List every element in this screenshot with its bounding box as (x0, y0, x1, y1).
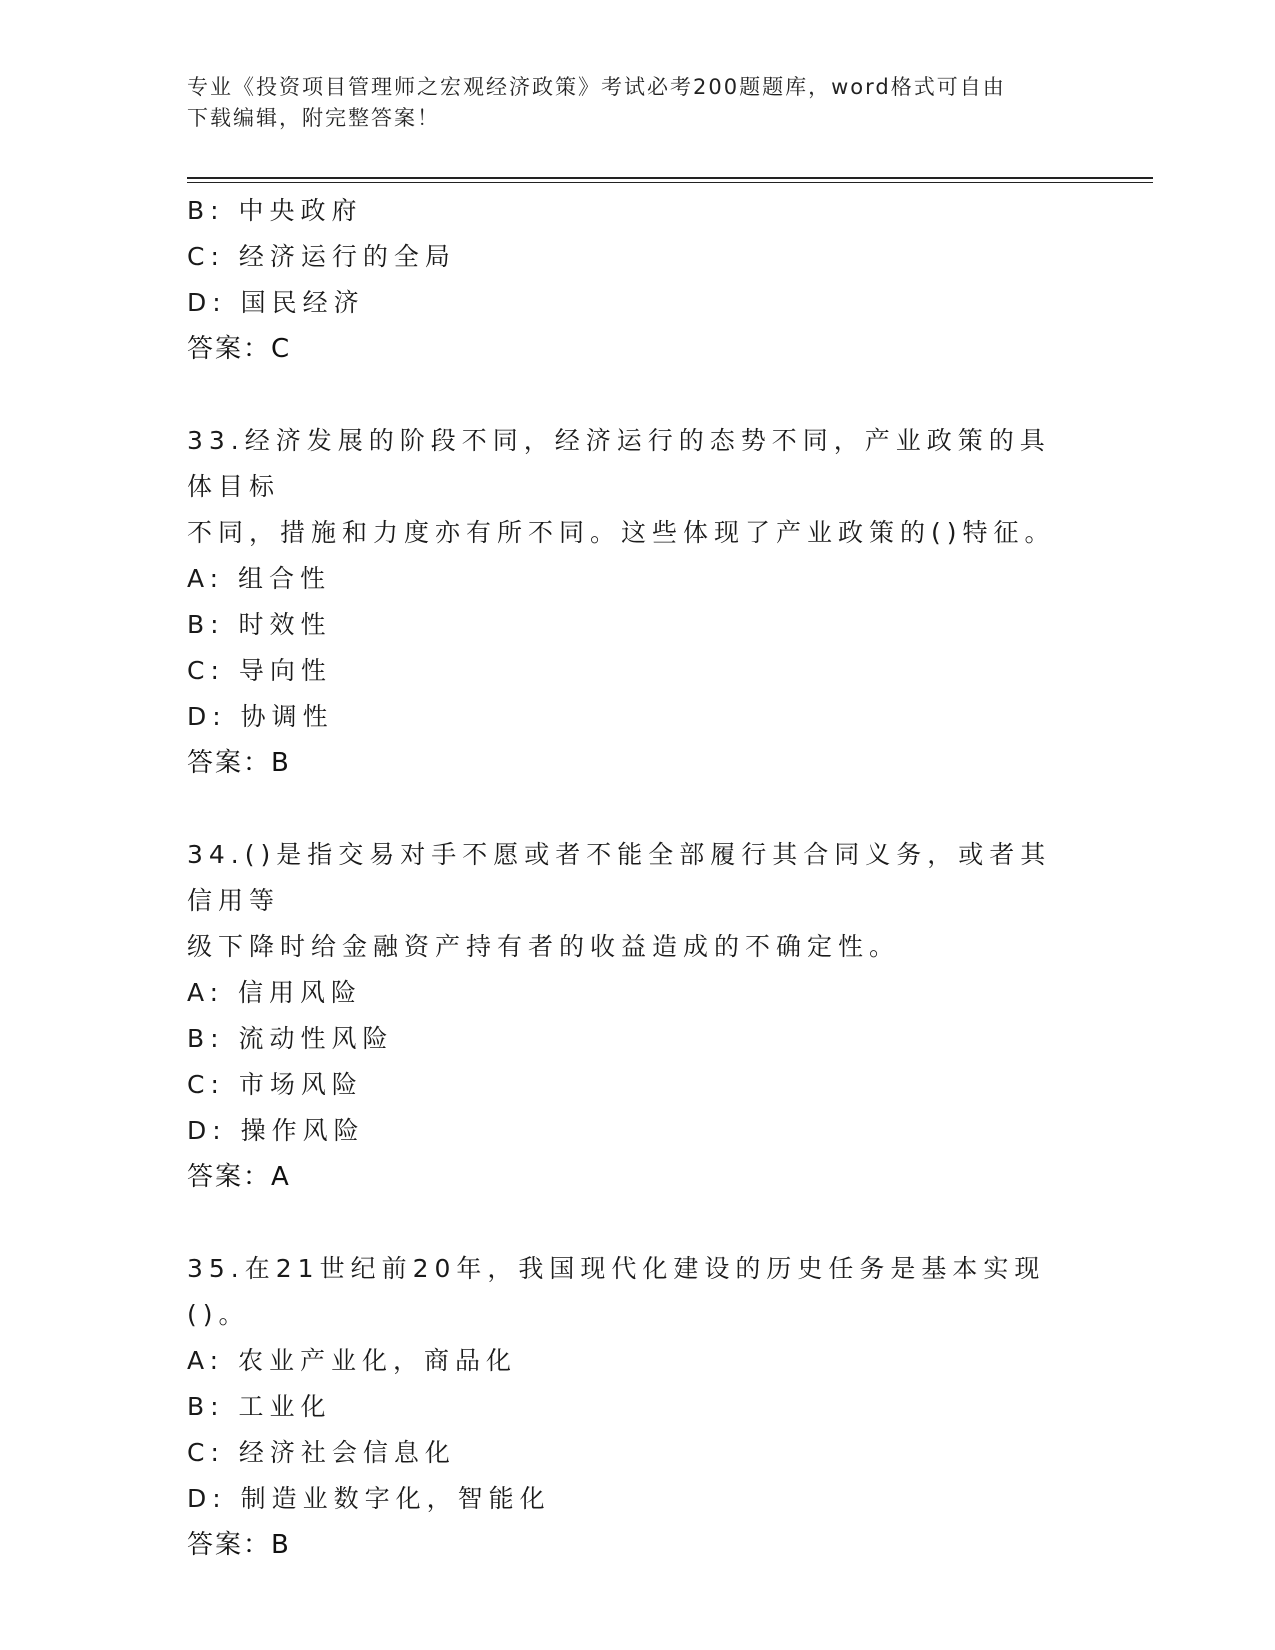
question-stem-line: 级下降时给金融资产持有者的收益造成的不确定性。 (187, 932, 901, 961)
answer: 答案：C (187, 334, 292, 364)
spacer (187, 372, 1087, 418)
question-32-tail (187, 188, 1087, 372)
question-stem-line: 35.在21世纪前20年，我国现代化建设的历史任务是基本实现()。 (187, 1254, 1046, 1329)
option-c: C: 市场风险 (187, 1070, 363, 1099)
answer: 答案：B (187, 1530, 291, 1560)
header-divider-thick (187, 177, 1153, 179)
option-c: C: 经济运行的全局 (187, 242, 456, 271)
option-b: B: 工业化 (187, 1392, 332, 1421)
header-line-2: 下载编辑，附完整答案！ (187, 106, 440, 130)
question-34 (187, 832, 1087, 1200)
option-b: B: 流动性风险 (187, 1024, 394, 1053)
answer: 答案：A (187, 1162, 291, 1192)
document-header (187, 72, 1067, 134)
option-d: D: 国民经济 (187, 288, 365, 317)
option-d: D: 制造业数字化，智能化 (187, 1484, 551, 1513)
header-line-1: 专业《投资项目管理师之宏观经济政策》考试必考200题题库，word格式可自由 (187, 75, 1006, 99)
option-d: D: 操作风险 (187, 1116, 365, 1145)
option-a: A: 组合性 (187, 564, 332, 593)
header-divider-thin (187, 182, 1153, 183)
option-b: B: 中央政府 (187, 196, 363, 225)
option-b: B: 时效性 (187, 610, 332, 639)
spacer (187, 1200, 1087, 1246)
question-content (187, 188, 1087, 1568)
question-35 (187, 1246, 1087, 1568)
option-d: D: 协调性 (187, 702, 334, 731)
spacer (187, 786, 1087, 832)
answer: 答案：B (187, 748, 291, 778)
option-c: C: 经济社会信息化 (187, 1438, 456, 1467)
option-a: A: 信用风险 (187, 978, 363, 1007)
question-33 (187, 418, 1087, 786)
option-a: A: 农业产业化，商品化 (187, 1346, 518, 1375)
option-c: C: 导向性 (187, 656, 332, 685)
question-stem-line: 34.()是指交易对手不愿或者不能全部履行其合同义务，或者其信用等 (187, 840, 1052, 915)
question-stem-line: 不同，措施和力度亦有所不同。这些体现了产业政策的()特征。 (187, 518, 1056, 547)
question-stem-line: 33.经济发展的阶段不同，经济运行的态势不同，产业政策的具体目标 (187, 426, 1051, 501)
